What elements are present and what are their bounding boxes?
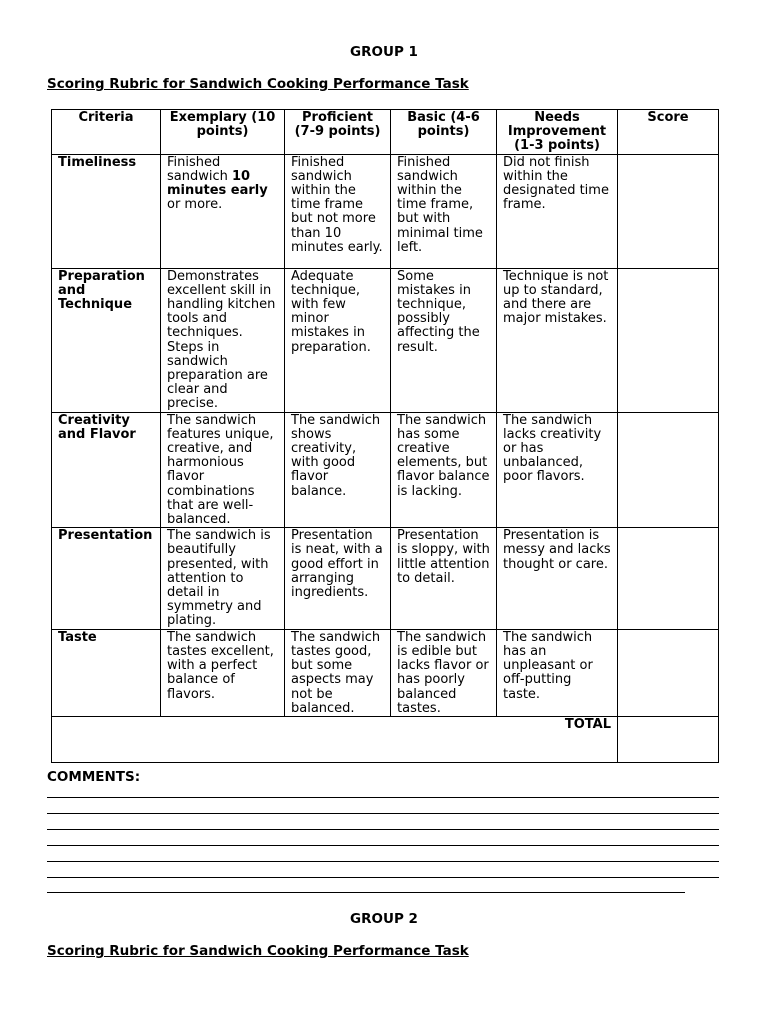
- column-header-proficient: Proficient (7-9 points): [285, 110, 391, 155]
- exemplary-cell: The sandwich features unique, creative, and harmonious flavor combinations that are well-balanced.: [161, 412, 285, 528]
- comment-line[interactable]: [47, 797, 719, 798]
- exemplary-cell: The sandwich is beautifully presented, with attention to detail in symmetry and plating.: [161, 528, 285, 629]
- comments-label: COMMENTS:: [47, 769, 141, 785]
- proficient-cell: Adequate technique, with few minor mistakes in preparation.: [285, 268, 391, 412]
- basic-cell: The sandwich is edible but lacks flavor or has poorly balanced tastes.: [391, 629, 497, 716]
- exemplary-text-end: or more.: [167, 197, 223, 213]
- exemplary-text-start: Finished sandwich: [167, 154, 232, 184]
- proficient-cell: Presentation is neat, with a good effort in arranging ingredients.: [285, 528, 391, 629]
- criteria-cell: Creativity and Flavor: [52, 412, 161, 528]
- column-header-exemplary: Exemplary (10 points): [161, 110, 285, 155]
- comment-line[interactable]: [47, 829, 719, 830]
- comment-line[interactable]: [47, 845, 719, 846]
- criteria-cell: Taste: [52, 629, 161, 716]
- score-cell[interactable]: [618, 528, 719, 629]
- score-cell[interactable]: [618, 629, 719, 716]
- total-label: TOTAL: [52, 716, 618, 762]
- group-1-rubric-title: Scoring Rubric for Sandwich Cooking Performance Task: [47, 76, 469, 92]
- basic-cell: The sandwich has some creative elements, but flavor balance is lacking.: [391, 412, 497, 528]
- group-2-heading: GROUP 2: [350, 911, 418, 927]
- comment-line[interactable]: [47, 813, 719, 814]
- basic-cell: Some mistakes in technique, possibly affecting the result.: [391, 268, 497, 412]
- comment-line[interactable]: [47, 892, 685, 893]
- score-cell[interactable]: [618, 268, 719, 412]
- table-row: [52, 412, 719, 528]
- exemplary-cell: Demonstrates excellent skill in handling kitchen tools and techniques. Steps in sandwich preparation are clear and precise.: [161, 268, 285, 412]
- table-header-row: [52, 110, 719, 155]
- exemplary-cell: [161, 154, 285, 268]
- column-header-needs-improvement: Needs Improvement (1-3 points): [497, 110, 618, 155]
- table-row: [52, 268, 719, 412]
- exemplary-text-bold: 10 minutes early: [167, 168, 268, 199]
- column-header-basic: Basic (4-6 points): [391, 110, 497, 155]
- criteria-cell: Preparation and Technique: [52, 268, 161, 412]
- proficient-cell: The sandwich tastes good, but some aspects may not be balanced.: [285, 629, 391, 716]
- needs-improvement-cell: The sandwich has an unpleasant or off-putting taste.: [497, 629, 618, 716]
- group-2-rubric-title: Scoring Rubric for Sandwich Cooking Performance Task: [47, 943, 469, 959]
- total-row: [52, 716, 719, 762]
- proficient-cell: The sandwich shows creativity, with good flavor balance.: [285, 412, 391, 528]
- needs-improvement-cell: Technique is not up to standard, and there are major mistakes.: [497, 268, 618, 412]
- table-row: [52, 154, 719, 268]
- needs-improvement-cell: Presentation is messy and lacks thought or care.: [497, 528, 618, 629]
- table-row: [52, 629, 719, 716]
- column-header-criteria: Criteria: [52, 110, 161, 155]
- comment-line[interactable]: [47, 877, 719, 878]
- needs-improvement-cell: Did not finish within the designated time frame.: [497, 154, 618, 268]
- basic-cell: Presentation is sloppy, with little attention to detail.: [391, 528, 497, 629]
- criteria-cell: Presentation: [52, 528, 161, 629]
- comment-line[interactable]: [47, 861, 719, 862]
- basic-cell: Finished sandwich within the time frame, but with minimal time left.: [391, 154, 497, 268]
- table-row: [52, 528, 719, 629]
- total-score-cell[interactable]: [618, 716, 719, 762]
- proficient-cell: Finished sandwich within the time frame but not more than 10 minutes early.: [285, 154, 391, 268]
- exemplary-cell: The sandwich tastes excellent, with a perfect balance of flavors.: [161, 629, 285, 716]
- group-1-heading: GROUP 1: [350, 44, 418, 60]
- rubric-table: [51, 109, 719, 763]
- score-cell[interactable]: [618, 412, 719, 528]
- criteria-cell: Timeliness: [52, 154, 161, 268]
- needs-improvement-cell: The sandwich lacks creativity or has unbalanced, poor flavors.: [497, 412, 618, 528]
- column-header-score: Score: [618, 110, 719, 155]
- score-cell[interactable]: [618, 154, 719, 268]
